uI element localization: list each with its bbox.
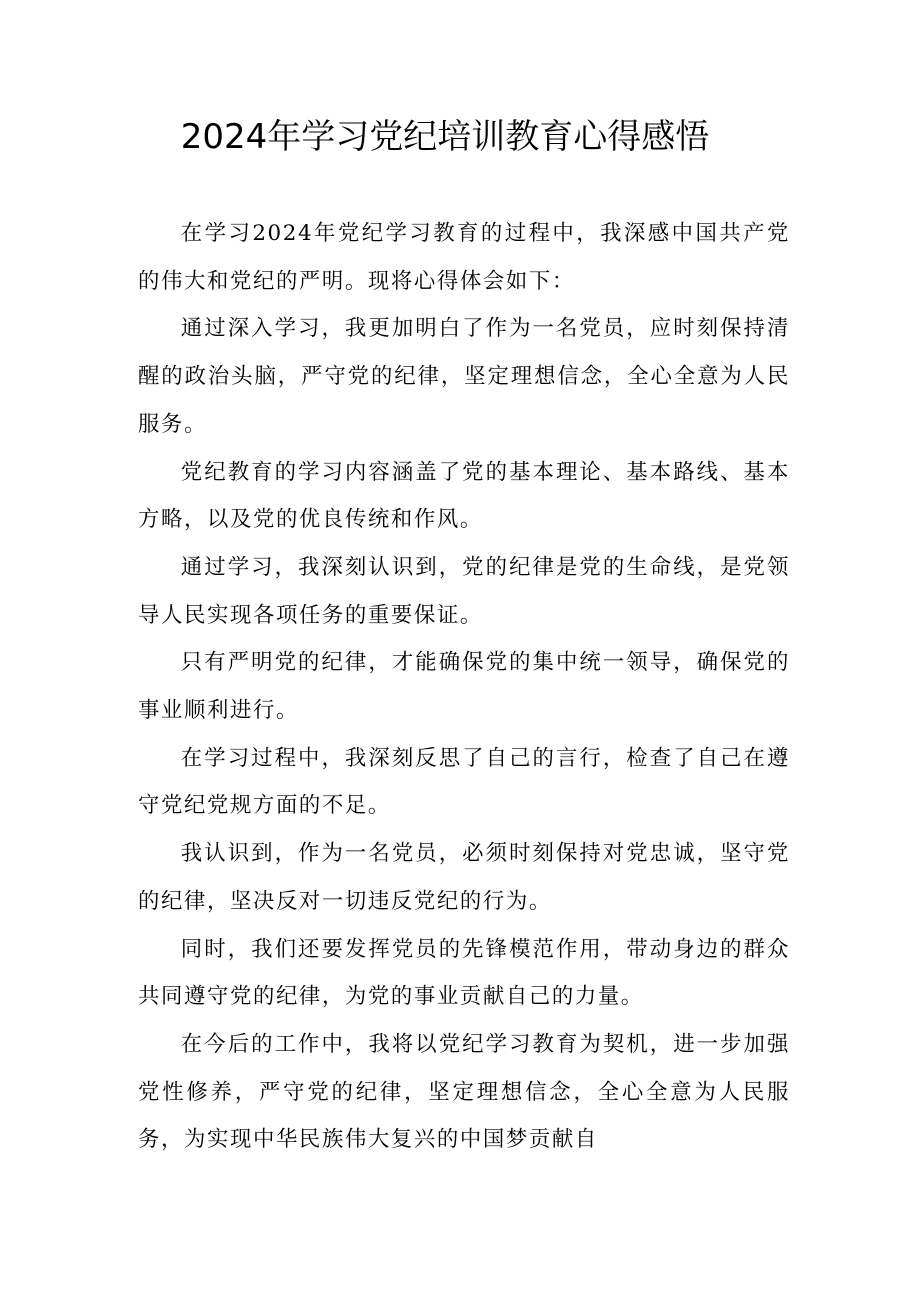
paragraph-2: 通过深入学习，我更加明白了作为一名党员，应时刻保持清醒的政治头脑，严守党的纪律，坚定理想信念，全心全意为人民服务。 [138, 316, 790, 437]
paragraph-3: 党纪教育的学习内容涵盖了党的基本理论、基本路线、基本方略，以及党的优良传统和作风。 [138, 459, 790, 533]
document-title: 2024年学习党纪培训教育心得感悟 [180, 117, 710, 157]
paragraph-1: 在学习2024年党纪学习教育的过程中，我深感中国共产党的伟大和党纪的严明。现将心得体会如下： [138, 221, 790, 294]
document-body [138, 210, 790, 1164]
paragraph-7: 我认识到，作为一名党员，必须时刻保持对党忠诚，坚守党的纪律，坚决反对一切违反党纪的行为。 [138, 841, 790, 914]
paragraph-9: 在今后的工作中，我将以党纪学习教育为契机，进一步加强党性修养，严守党的纪律，坚定理想信念，全心全意为人民服务，为实现中华民族伟大复兴的中国梦贡献自 [138, 1031, 790, 1153]
paragraph-5: 只有严明党的纪律，才能确保党的集中统一领导，确保党的事业顺利进行。 [138, 650, 790, 724]
paragraph-6: 在学习过程中，我深刻反思了自己的言行，检查了自己在遵守党纪党规方面的不足。 [138, 745, 790, 819]
paragraph-8: 同时，我们还要发挥党员的先锋模范作用，带动身边的群众共同遵守党的纪律，为党的事业贡献自己的力量。 [138, 936, 790, 1010]
paragraph-4: 通过学习，我深刻认识到，党的纪律是党的生命线，是党领导人民实现各项任务的重要保证。 [138, 554, 790, 628]
